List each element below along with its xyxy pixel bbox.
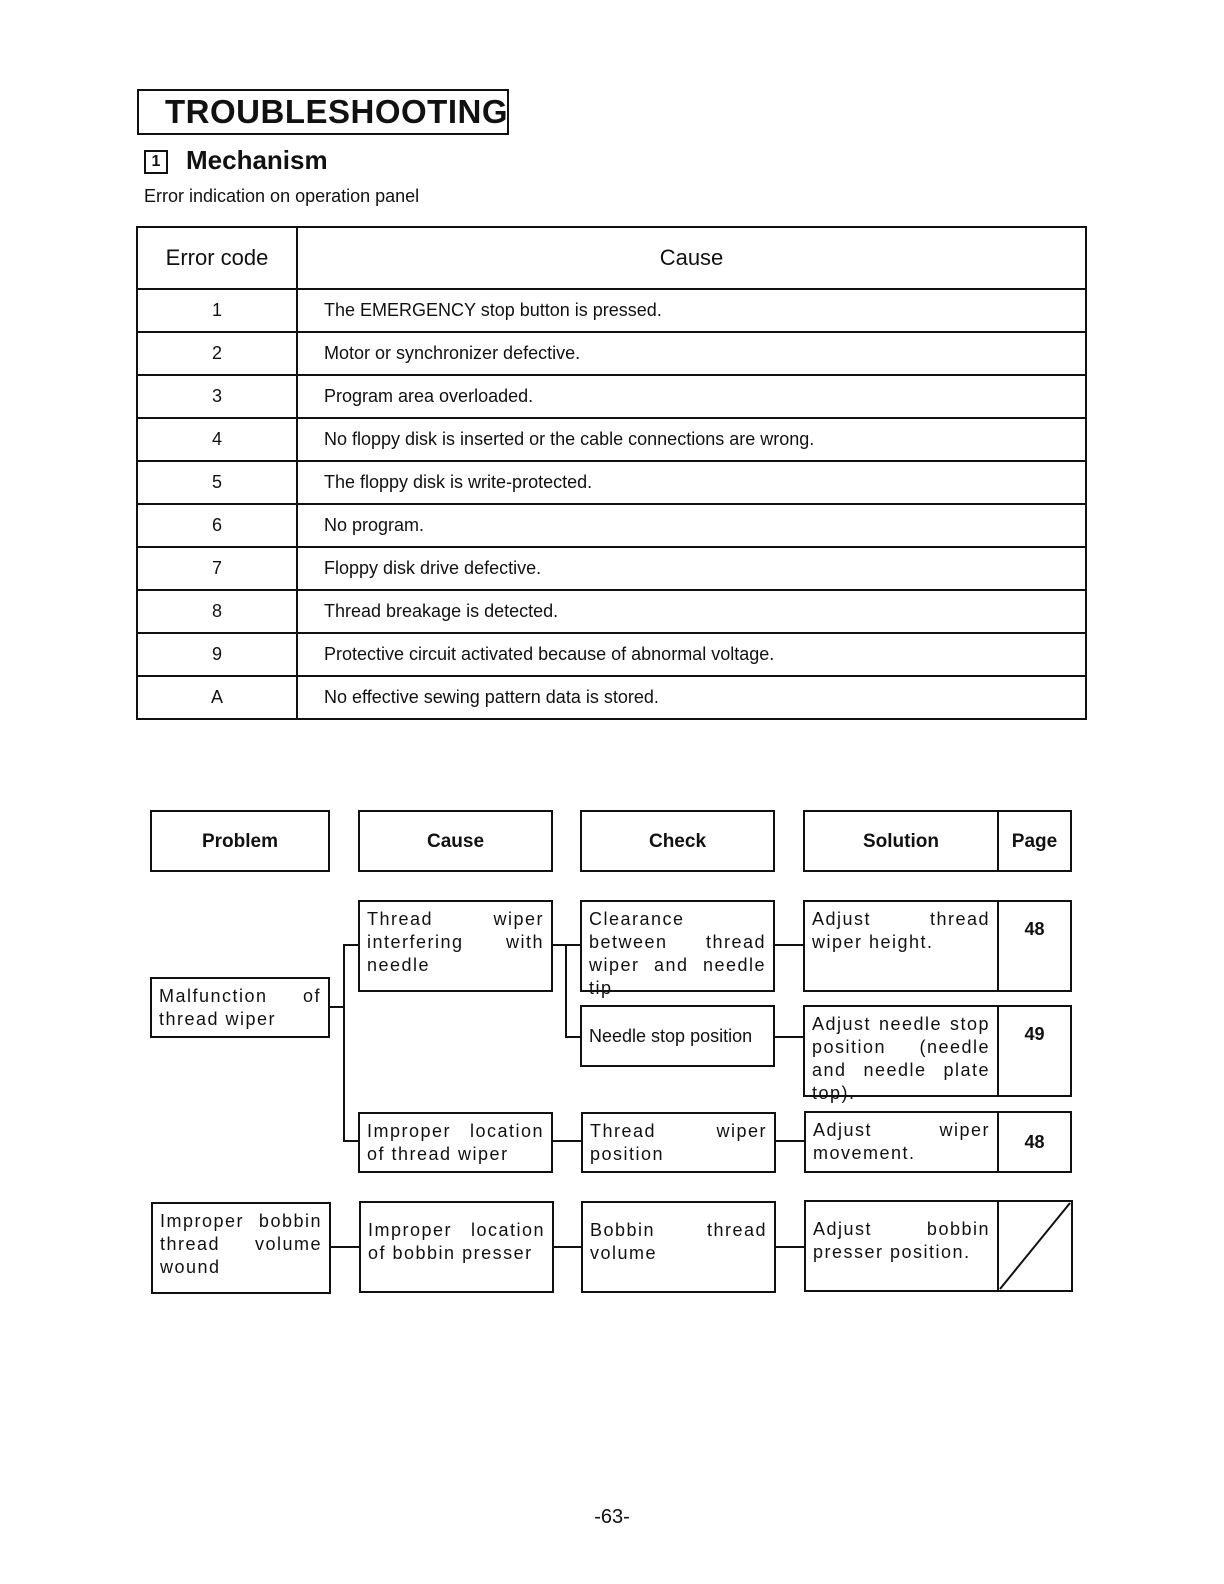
connector-line — [343, 1140, 359, 1142]
page-reference: 48 — [997, 900, 1072, 992]
column-header-error-code: Error code — [137, 227, 297, 289]
error-code: 3 — [137, 375, 297, 418]
table-row — [137, 633, 1086, 676]
table-row — [137, 504, 1086, 547]
problem-thread-wiper — [150, 977, 330, 1038]
table-row — [137, 461, 1086, 504]
error-cause: Program area overloaded. — [297, 375, 1086, 418]
cause-text: Thread wiper interfering with needle — [367, 909, 544, 975]
error-cause: Motor or synchronizer defective. — [297, 332, 1086, 375]
flow-header-problem: Problem — [150, 810, 330, 872]
solution-text: Adjust bobbin presser position. — [813, 1219, 990, 1262]
connector-line — [343, 944, 345, 1142]
connector-line — [330, 1006, 344, 1008]
page-reference: 49 — [997, 1005, 1072, 1097]
table-row — [137, 375, 1086, 418]
problem-text: Malfunction of thread wiper — [159, 986, 321, 1029]
check-text: Needle stop position — [589, 1025, 753, 1046]
error-cause: The floppy disk is write-protected. — [297, 461, 1086, 504]
cause-wiper-interfering — [358, 900, 553, 992]
solution-text: Adjust needle stop position (needle and needle plate top). — [812, 1014, 990, 1103]
connector-line — [775, 1246, 804, 1248]
error-code-table — [136, 226, 1087, 720]
cause-bobbin-presser-location — [359, 1201, 554, 1293]
column-header-cause: Cause — [297, 227, 1086, 289]
section-heading — [144, 143, 328, 177]
error-code: 1 — [137, 289, 297, 332]
connector-line — [775, 1140, 804, 1142]
diagonal-slash-icon — [999, 1202, 1071, 1290]
connector-line — [330, 1246, 359, 1248]
error-cause: No effective sewing pattern data is stored. — [297, 676, 1086, 719]
error-cause: Floppy disk drive defective. — [297, 547, 1086, 590]
connector-line — [775, 944, 804, 946]
connector-line — [553, 1140, 581, 1142]
check-needle-stop — [580, 1005, 775, 1067]
error-code: A — [137, 676, 297, 719]
cause-text: Improper location of thread wiper — [367, 1121, 544, 1164]
connector-line — [553, 1246, 581, 1248]
error-code: 8 — [137, 590, 297, 633]
solution-text: Adjust thread wiper height. — [812, 909, 990, 952]
error-code: 4 — [137, 418, 297, 461]
error-code: 2 — [137, 332, 297, 375]
check-bobbin-volume — [581, 1201, 776, 1293]
check-wiper-position — [581, 1112, 776, 1173]
connector-line — [565, 944, 567, 1038]
table-row — [137, 332, 1086, 375]
error-cause: Protective circuit activated because of abnormal voltage. — [297, 633, 1086, 676]
table-row — [137, 418, 1086, 461]
solution-needle-stop — [803, 1005, 999, 1103]
error-code: 9 — [137, 633, 297, 676]
check-text: Bobbin thread volume — [590, 1220, 767, 1263]
check-text: Thread wiper position — [590, 1121, 767, 1164]
error-code: 5 — [137, 461, 297, 504]
connector-line — [553, 944, 581, 946]
solution-bobbin-presser — [804, 1200, 999, 1292]
table-row — [137, 676, 1086, 719]
table-header-row — [137, 227, 1086, 289]
error-code: 7 — [137, 547, 297, 590]
cause-text: Improper location of bobbin presser — [368, 1220, 545, 1263]
flow-header-cause: Cause — [358, 810, 553, 872]
table-row — [137, 590, 1086, 633]
section-title: Mechanism — [186, 145, 328, 175]
connector-line — [565, 1036, 581, 1038]
section-number: 1 — [144, 150, 168, 174]
problem-text: Improper bobbin thread volume wound — [160, 1211, 322, 1277]
page-reference: 48 — [997, 1111, 1072, 1173]
page-reference-none — [997, 1200, 1073, 1292]
error-cause: No program. — [297, 504, 1086, 547]
error-code: 6 — [137, 504, 297, 547]
check-clearance — [580, 900, 775, 998]
solution-text: Adjust wiper movement. — [813, 1120, 990, 1163]
connector-line — [343, 944, 359, 946]
connector-line — [775, 1036, 804, 1038]
flow-header-solution: Solution — [803, 810, 999, 872]
table-row — [137, 547, 1086, 590]
error-cause: No floppy disk is inserted or the cable connections are wrong. — [297, 418, 1086, 461]
page-title: TROUBLESHOOTING — [137, 89, 509, 135]
error-cause: The EMERGENCY stop button is pressed. — [297, 289, 1086, 332]
table-row — [137, 289, 1086, 332]
solution-wiper-movement — [804, 1111, 999, 1173]
error-cause: Thread breakage is detected. — [297, 590, 1086, 633]
problem-bobbin-thread — [151, 1202, 331, 1294]
cause-wiper-location — [358, 1112, 553, 1173]
flow-header-page: Page — [997, 810, 1072, 872]
error-table-caption: Error indication on operation panel — [144, 186, 420, 206]
solution-wiper-height — [803, 900, 999, 992]
check-text: Clearance between thread wiper and needle tip — [589, 909, 766, 998]
page-number: -63- — [594, 1506, 630, 1528]
flow-header-check: Check — [580, 810, 775, 872]
